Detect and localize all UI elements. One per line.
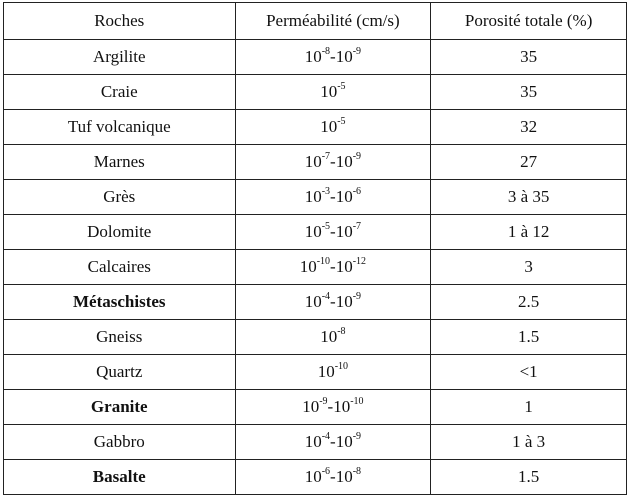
perm-exponent-2: -10 [350, 396, 364, 408]
table-row [4, 355, 627, 390]
cell-porosite: 35 [431, 75, 627, 110]
cell-roche [4, 355, 236, 390]
cell-roche [4, 250, 236, 285]
cell-permeabilite [235, 110, 431, 145]
table-row [4, 250, 627, 285]
perm-exponent-1: -8 [321, 46, 331, 58]
cell-permeabilite [235, 320, 431, 355]
perm-separator: - [330, 257, 336, 276]
perm-exponent-2: -9 [352, 151, 362, 163]
rock-name: Craie [100, 82, 138, 101]
cell-porosite: 3 [431, 250, 627, 285]
perm-exponent-1: -8 [337, 326, 346, 338]
cell-permeabilite [235, 390, 431, 425]
perm-base: 10 [304, 222, 322, 241]
cell-porosite: <1 [431, 355, 627, 390]
perm-exponent-2: -9 [352, 46, 362, 58]
cell-permeabilite [235, 180, 431, 215]
cell-porosite: 35 [431, 40, 627, 75]
cell-porosite: 1 à 3 [431, 425, 627, 460]
perm-exponent-1: -3 [321, 186, 331, 198]
cell-porosite: 3 à 35 [431, 180, 627, 215]
cell-permeabilite [235, 250, 431, 285]
perm-base: 10 [335, 292, 353, 311]
rock-name: Argilite [92, 47, 146, 66]
rock-name: Basalte [92, 467, 146, 486]
perm-exponent-1: -7 [321, 151, 331, 163]
perm-exponent-2: -6 [352, 186, 362, 198]
perm-exponent-2: -9 [352, 431, 362, 443]
perm-base: 10 [335, 152, 353, 171]
perm-exponent-1: -10 [316, 256, 331, 268]
perm-separator: - [330, 432, 336, 451]
perm-separator: - [330, 222, 336, 241]
cell-roche [4, 460, 236, 495]
perm-exponent-1: -4 [321, 291, 331, 303]
table-header-row [4, 3, 627, 40]
cell-roche [4, 285, 236, 320]
perm-exponent-1: -10 [334, 361, 349, 373]
perm-separator: - [330, 47, 336, 66]
perm-exponent-2: -7 [352, 221, 362, 233]
perm-base: 10 [335, 222, 353, 241]
rock-name: Calcaires [87, 257, 151, 276]
perm-separator: - [330, 292, 336, 311]
table-row [4, 320, 627, 355]
header-permeabilite: Perméabilité (cm/s) [235, 3, 431, 40]
cell-porosite: 1 [431, 390, 627, 425]
perm-separator: - [330, 187, 336, 206]
perm-exponent-1: -5 [321, 221, 331, 233]
perm-base: 10 [335, 187, 353, 206]
cell-permeabilite [235, 460, 431, 495]
perm-base: 10 [302, 397, 320, 416]
perm-base: 10 [304, 152, 322, 171]
cell-porosite: 2.5 [431, 285, 627, 320]
perm-base: 10 [304, 467, 322, 486]
rock-name: Quartz [96, 362, 143, 381]
perm-exponent-2: -12 [352, 256, 367, 268]
table-row [4, 75, 627, 110]
table-row [4, 215, 627, 250]
cell-porosite: 1.5 [431, 320, 627, 355]
rock-properties-table [3, 2, 627, 495]
perm-base: 10 [304, 47, 322, 66]
perm-exponent-1: -6 [321, 466, 331, 478]
perm-separator: - [327, 397, 334, 416]
perm-exponent-1: -5 [337, 81, 346, 93]
cell-roche [4, 75, 236, 110]
table-row [4, 390, 627, 425]
perm-exponent-1: -9 [319, 396, 328, 408]
perm-base: 10 [304, 432, 322, 451]
table-row [4, 145, 627, 180]
rock-name: Dolomite [87, 222, 152, 241]
rock-name: Marnes [93, 152, 145, 171]
cell-porosite: 27 [431, 145, 627, 180]
perm-base: 10 [335, 467, 353, 486]
cell-roche [4, 180, 236, 215]
cell-roche [4, 425, 236, 460]
cell-permeabilite [235, 40, 431, 75]
cell-permeabilite [235, 215, 431, 250]
cell-roche [4, 40, 236, 75]
perm-base: 10 [304, 292, 322, 311]
cell-roche [4, 390, 236, 425]
rock-name: Gneiss [96, 327, 143, 346]
cell-roche [4, 320, 236, 355]
cell-permeabilite [235, 145, 431, 180]
cell-roche [4, 215, 236, 250]
perm-base: 10 [335, 257, 353, 276]
perm-exponent-2: -8 [352, 466, 362, 478]
cell-permeabilite [235, 75, 431, 110]
perm-exponent-1: -4 [321, 431, 331, 443]
perm-base: 10 [320, 117, 338, 136]
cell-roche [4, 110, 236, 145]
perm-base: 10 [320, 327, 338, 346]
table-row [4, 285, 627, 320]
perm-base: 10 [333, 397, 351, 416]
rock-name: Grès [103, 187, 136, 206]
perm-base: 10 [317, 362, 335, 381]
perm-base: 10 [335, 432, 353, 451]
cell-permeabilite [235, 355, 431, 390]
perm-base: 10 [320, 82, 338, 101]
perm-base: 10 [299, 257, 317, 276]
perm-exponent-2: -9 [352, 291, 362, 303]
perm-separator: - [330, 467, 336, 486]
table-row [4, 180, 627, 215]
table-row [4, 40, 627, 75]
rock-name: Tuf volcanique [67, 117, 171, 136]
rock-name: Métaschistes [72, 292, 166, 311]
rock-name: Granite [90, 397, 148, 416]
perm-separator: - [330, 152, 336, 171]
table-row [4, 110, 627, 145]
rock-properties-table-container [3, 2, 627, 498]
cell-permeabilite [235, 285, 431, 320]
cell-porosite: 32 [431, 110, 627, 145]
cell-porosite: 1.5 [431, 460, 627, 495]
table-row [4, 425, 627, 460]
cell-porosite: 1 à 12 [431, 215, 627, 250]
cell-permeabilite [235, 425, 431, 460]
rock-name: Gabbro [93, 432, 145, 451]
perm-base: 10 [304, 187, 322, 206]
header-porosite: Porosité totale (%) [431, 3, 627, 40]
perm-exponent-1: -5 [337, 116, 346, 128]
cell-roche [4, 145, 236, 180]
header-roches: Roches [4, 3, 236, 40]
perm-base: 10 [335, 47, 353, 66]
table-row [4, 460, 627, 495]
